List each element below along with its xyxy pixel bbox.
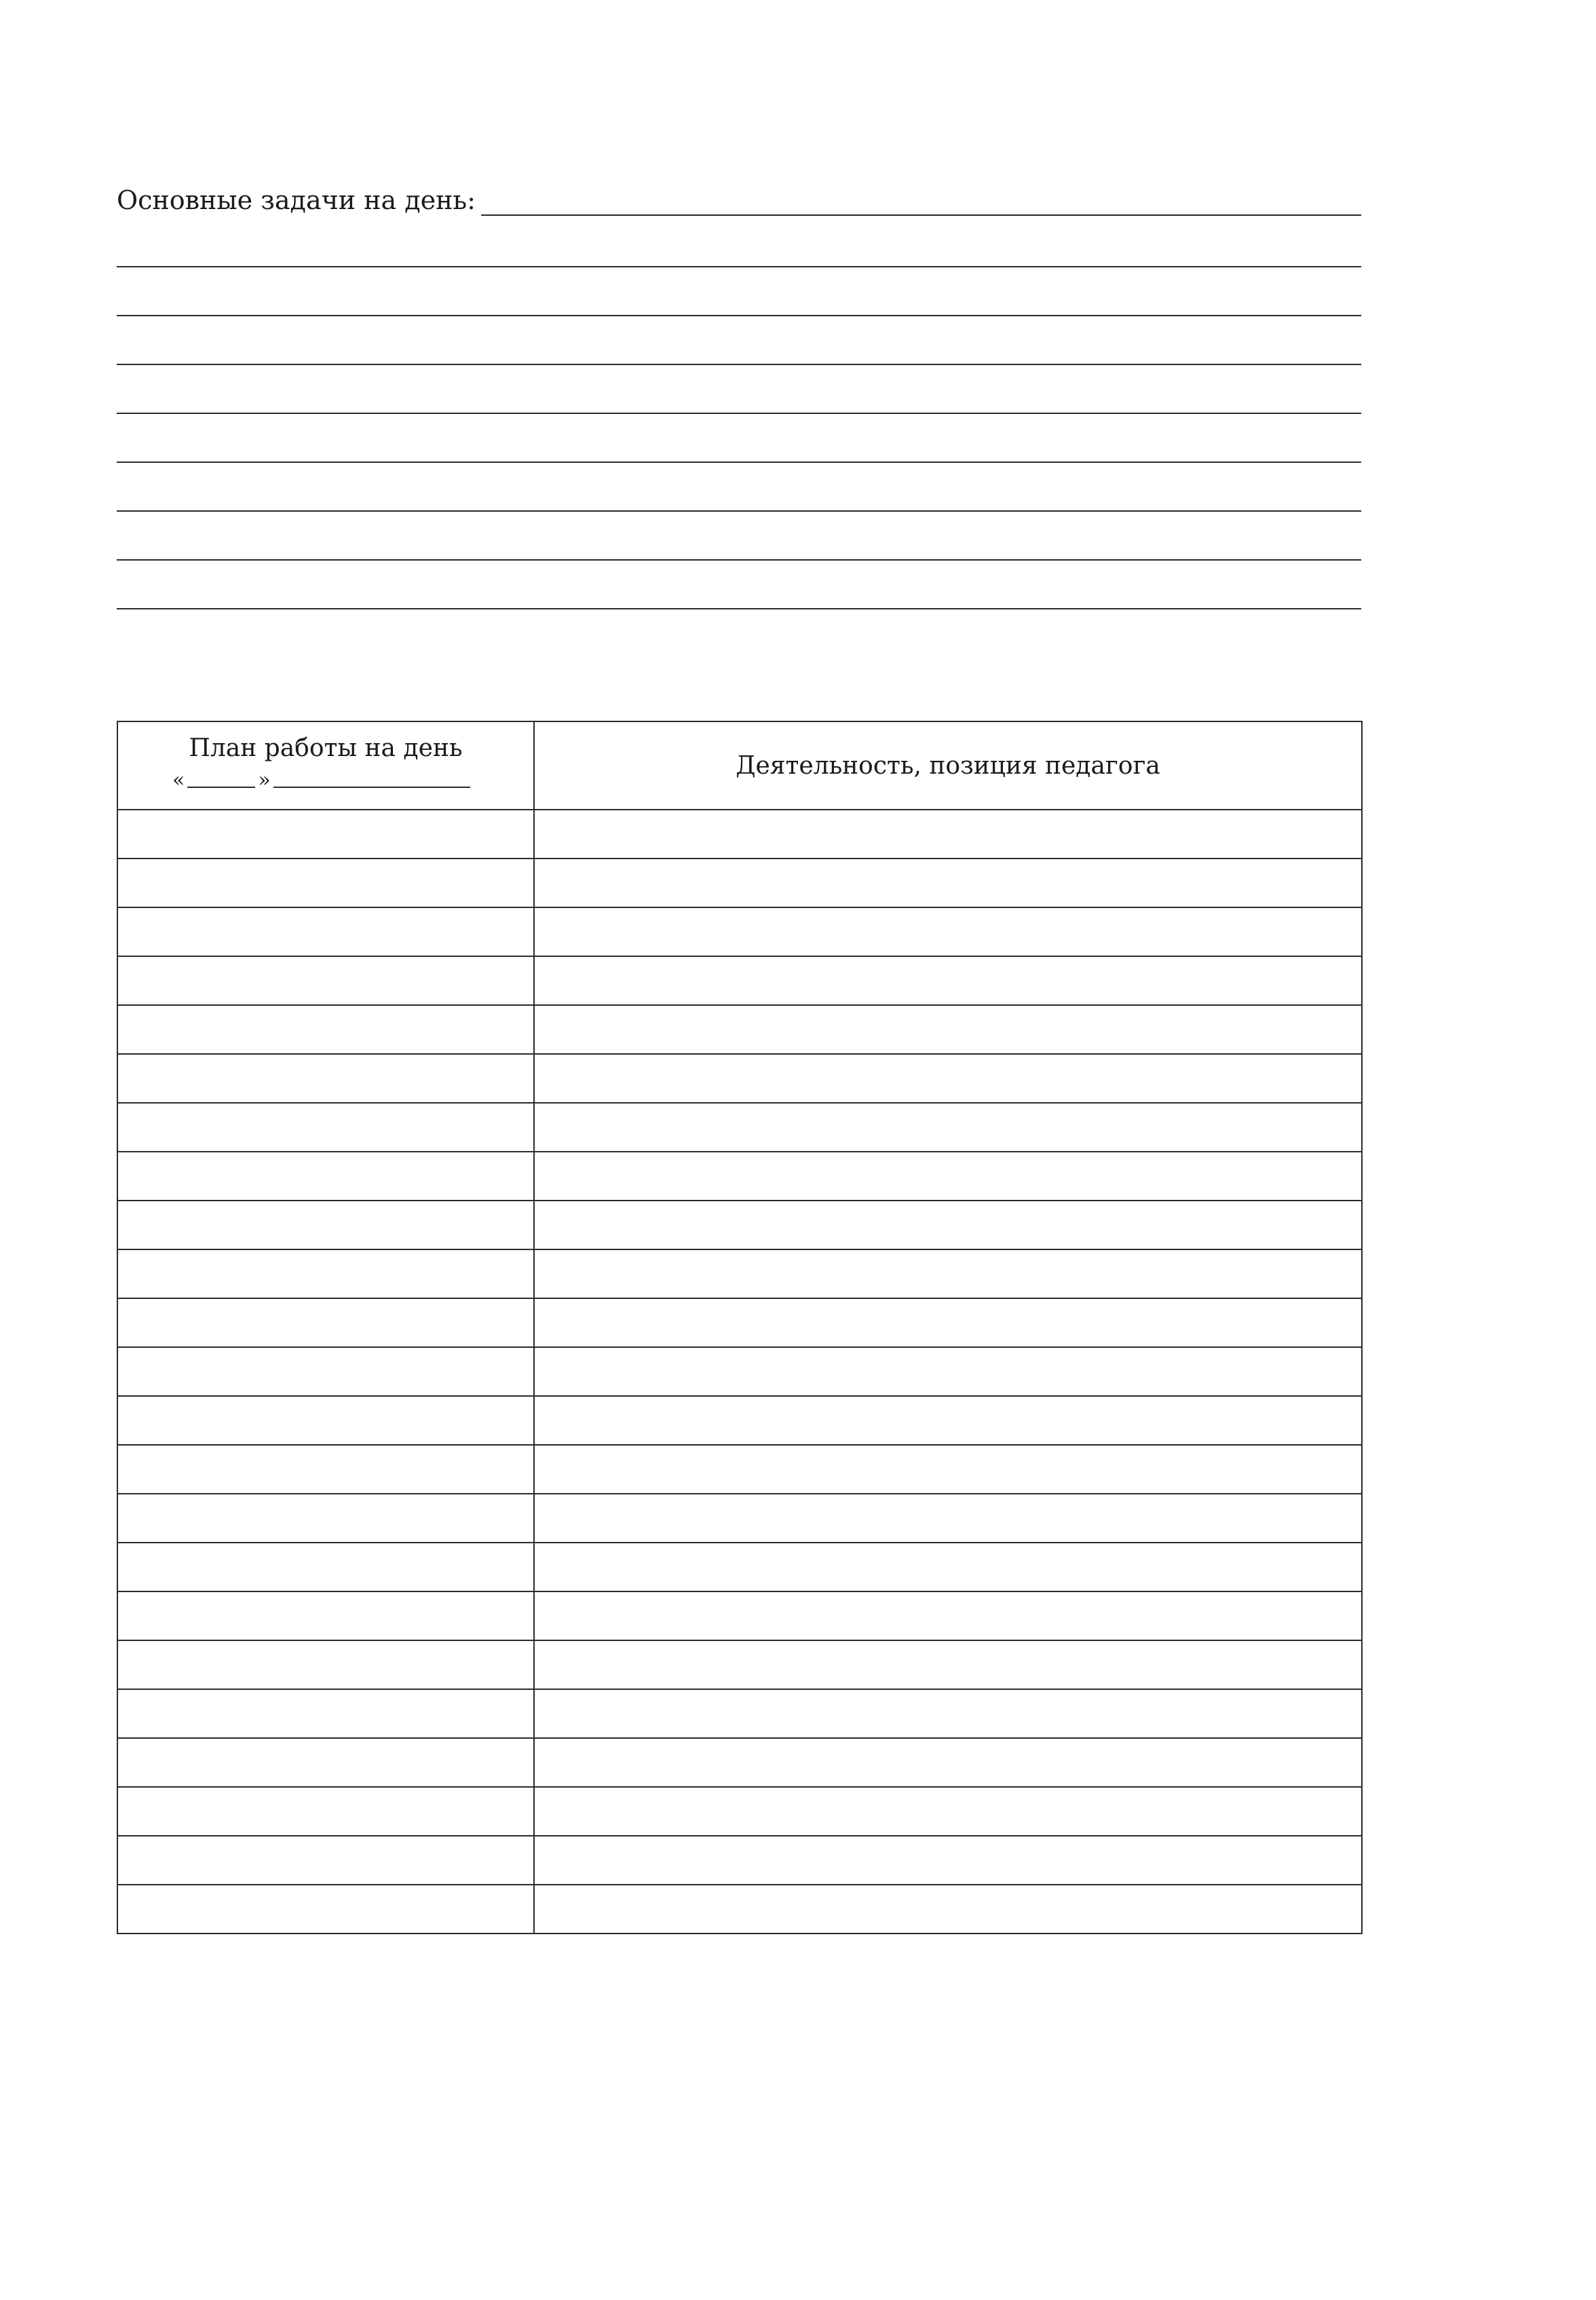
table-row — [117, 1640, 1362, 1689]
date-field[interactable] — [172, 766, 533, 791]
activity-cell[interactable] — [534, 1543, 1362, 1591]
plan-cell[interactable] — [117, 1005, 534, 1054]
table-row — [117, 1445, 1362, 1494]
table-row — [117, 859, 1362, 907]
activity-header-cell — [534, 721, 1362, 810]
plan-cell[interactable] — [117, 1494, 534, 1543]
table-row — [117, 1396, 1362, 1445]
plan-cell[interactable] — [117, 1347, 534, 1396]
table-row — [117, 1543, 1362, 1591]
table-row — [117, 1689, 1362, 1738]
activity-cell[interactable] — [534, 1152, 1362, 1201]
task-blank-line[interactable] — [117, 266, 1361, 267]
activity-cell[interactable] — [534, 1347, 1362, 1396]
table-row — [117, 1494, 1362, 1543]
table-row — [117, 1005, 1362, 1054]
plan-cell[interactable] — [117, 859, 534, 907]
table-row — [117, 1885, 1362, 1934]
task-blank-line[interactable] — [117, 461, 1361, 463]
activity-cell[interactable] — [534, 1445, 1362, 1494]
table-row — [117, 1738, 1362, 1787]
activity-cell[interactable] — [534, 810, 1362, 859]
plan-cell[interactable] — [117, 1836, 534, 1885]
plan-cell[interactable] — [117, 907, 534, 956]
plan-cell[interactable] — [117, 1689, 534, 1738]
tasks-first-line — [117, 182, 1361, 217]
table-row — [117, 907, 1362, 956]
daily-plan-table — [117, 721, 1363, 1934]
date-open-quote: « — [172, 768, 185, 792]
day-blank[interactable] — [187, 787, 255, 788]
plan-cell[interactable] — [117, 1103, 534, 1152]
activity-cell[interactable] — [534, 1689, 1362, 1738]
plan-header-title: План работы на день — [189, 734, 463, 762]
plan-cell[interactable] — [117, 1640, 534, 1689]
plan-cell[interactable] — [117, 1054, 534, 1103]
activity-cell[interactable] — [534, 1836, 1362, 1885]
plan-cell[interactable] — [117, 1591, 534, 1640]
activity-cell[interactable] — [534, 956, 1362, 1005]
plan-cell[interactable] — [117, 956, 534, 1005]
table-body — [117, 810, 1362, 1934]
task-blank-line[interactable] — [117, 510, 1361, 512]
activity-cell[interactable] — [534, 1494, 1362, 1543]
table-row — [117, 1103, 1362, 1152]
table-row — [117, 1347, 1362, 1396]
table-row — [117, 1298, 1362, 1347]
table-row — [117, 810, 1362, 859]
plan-cell[interactable] — [117, 1543, 534, 1591]
plan-cell[interactable] — [117, 1249, 534, 1298]
plan-cell[interactable] — [117, 1738, 534, 1787]
activity-cell[interactable] — [534, 1396, 1362, 1445]
plan-cell[interactable] — [117, 1396, 534, 1445]
plan-cell[interactable] — [117, 1885, 534, 1934]
table-row — [117, 1152, 1362, 1201]
plan-cell[interactable] — [117, 1201, 534, 1249]
plan-cell[interactable] — [117, 810, 534, 859]
plan-cell[interactable] — [117, 1152, 534, 1201]
plan-header-cell — [117, 721, 534, 810]
activity-cell[interactable] — [534, 1298, 1362, 1347]
daily-tasks-section — [117, 182, 1361, 609]
task-blank-line[interactable] — [117, 608, 1361, 609]
date-close-quote: » — [258, 768, 271, 792]
activity-header-title: Деятельность, позиция педагога — [736, 751, 1160, 780]
table-row — [117, 1836, 1362, 1885]
table-row — [117, 1249, 1362, 1298]
task-blank-line[interactable] — [117, 315, 1361, 316]
activity-cell[interactable] — [534, 859, 1362, 907]
activity-cell[interactable] — [534, 1591, 1362, 1640]
activity-cell[interactable] — [534, 1201, 1362, 1249]
tasks-fill-line[interactable] — [481, 214, 1361, 216]
activity-cell[interactable] — [534, 1249, 1362, 1298]
table-header-row — [117, 721, 1362, 810]
plan-cell[interactable] — [117, 1787, 534, 1836]
table-row — [117, 1787, 1362, 1836]
plan-cell[interactable] — [117, 1298, 534, 1347]
activity-cell[interactable] — [534, 907, 1362, 956]
activity-cell[interactable] — [534, 1054, 1362, 1103]
activity-cell[interactable] — [534, 1640, 1362, 1689]
task-blank-line[interactable] — [117, 559, 1361, 561]
tasks-label: Основные задачи на день: — [117, 185, 476, 215]
month-blank[interactable] — [273, 787, 470, 788]
activity-cell[interactable] — [534, 1787, 1362, 1836]
activity-cell[interactable] — [534, 1738, 1362, 1787]
task-blank-line[interactable] — [117, 364, 1361, 365]
table-row — [117, 956, 1362, 1005]
table-row — [117, 1591, 1362, 1640]
activity-cell[interactable] — [534, 1005, 1362, 1054]
table-row — [117, 1054, 1362, 1103]
task-blank-line[interactable] — [117, 413, 1361, 414]
activity-cell[interactable] — [534, 1103, 1362, 1152]
tasks-blank-lines — [117, 266, 1361, 609]
plan-cell[interactable] — [117, 1445, 534, 1494]
activity-cell[interactable] — [534, 1885, 1362, 1934]
table-row — [117, 1201, 1362, 1249]
